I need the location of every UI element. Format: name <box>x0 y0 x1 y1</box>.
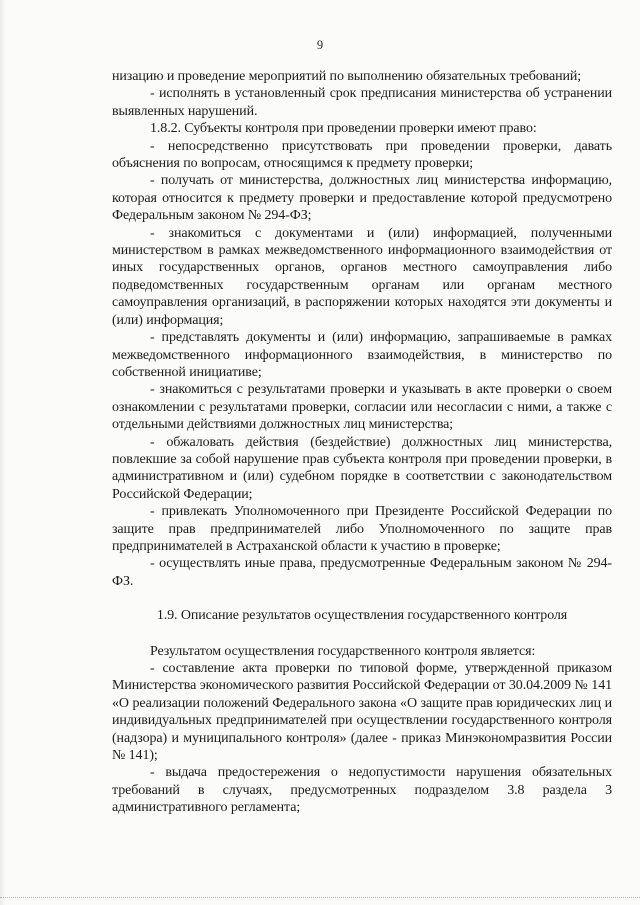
paragraph-right-item: - знакомиться с документами и (или) информацией, полученными министерством в рамках межведомственного информационного взаимодействия от иных государственных органов, органов местного самоуправления либо подведомственных государственным органам или органам местного самоуправления организаций, в распоряжении которых находятся эти документы и (или) информация; <box>112 225 612 328</box>
paragraph-right-item: - получать от министерства, должностных лиц министерства информацию, которая относится к предмету проверки и предоставление которой предусмотрено Федеральным законом № 294-ФЗ; <box>112 173 612 224</box>
scan-edge <box>0 897 640 899</box>
paragraph-continuation: низацию и проведение мероприятий по выполнению обязательных требований; <box>112 69 582 84</box>
paragraph-right-item: - непосредственно присутствовать при проведении проверки, давать объяснения по вопросам, относящимся к предмету проверки; <box>112 138 612 172</box>
paragraph-right-item: - представлять документы и (или) информацию, запрашиваемые в рамках межведомственного информационного взаимодействия, в министерство по собственной инициативе; <box>112 330 612 380</box>
paragraph-results-lead: Результатом осуществления государственного контроля является: <box>150 643 536 659</box>
paragraph-result-item: - составление акта проверки по типовой форме, утвержденной приказом Министерства экономического развития Российской Федерации от 30.04.2009 № 141 «О реализации положений Федерального закона «О защите прав юридических лиц и индивидуальных предпринимателей при осуществлении государственного контроля (надзора) и муниципального контроля» (далее - приказ Минэкономразвития России № 141); <box>112 661 612 764</box>
paragraph-clause-1-8-2: 1.8.2. Субъекты контроля при проведении проверки имеют право: <box>150 121 537 137</box>
paragraph-right-item: - привлекать Уполномоченного при Президенте Российской Федерации по защите прав предпринимателей либо Уполномоченного по защите прав предпринимателей в Астраханской области к участию в проверке; <box>112 504 612 554</box>
section-heading: 1.9. Описание результатов осуществления государственного контроля <box>156 608 568 624</box>
paragraph-right-item: - обжаловать действия (бездействие) должностных лиц министерства, повлекшие за собой нарушение прав субъекта контроля при проведении проверки, в административном и (или) судебном порядке в соответствии с законодательством Российской Федерации; <box>112 434 612 502</box>
paragraph-obligation-item: - исполнять в установленный срок предписания министерства об устранении выявленных нарушений. <box>112 86 612 119</box>
scan-shadow <box>0 0 6 905</box>
page-number: 9 <box>316 38 324 52</box>
paragraph-right-item: - знакомиться с результатами проверки и указывать в акте проверки о своем ознакомлении с результатами проверки, согласии или несогласии с ними, а также с отдельными действиями должностных лиц министерства; <box>112 382 612 433</box>
paragraph-result-item: - выдача предостережения о недопустимости нарушения обязательных требований в случаях, предусмотренных подразделом 3.8 раздела 3 административного регламента; <box>112 765 612 816</box>
paragraph-right-item: - осуществлять иные права, предусмотренные Федеральным законом № 294-ФЗ. <box>112 556 612 589</box>
document-body <box>112 68 612 817</box>
